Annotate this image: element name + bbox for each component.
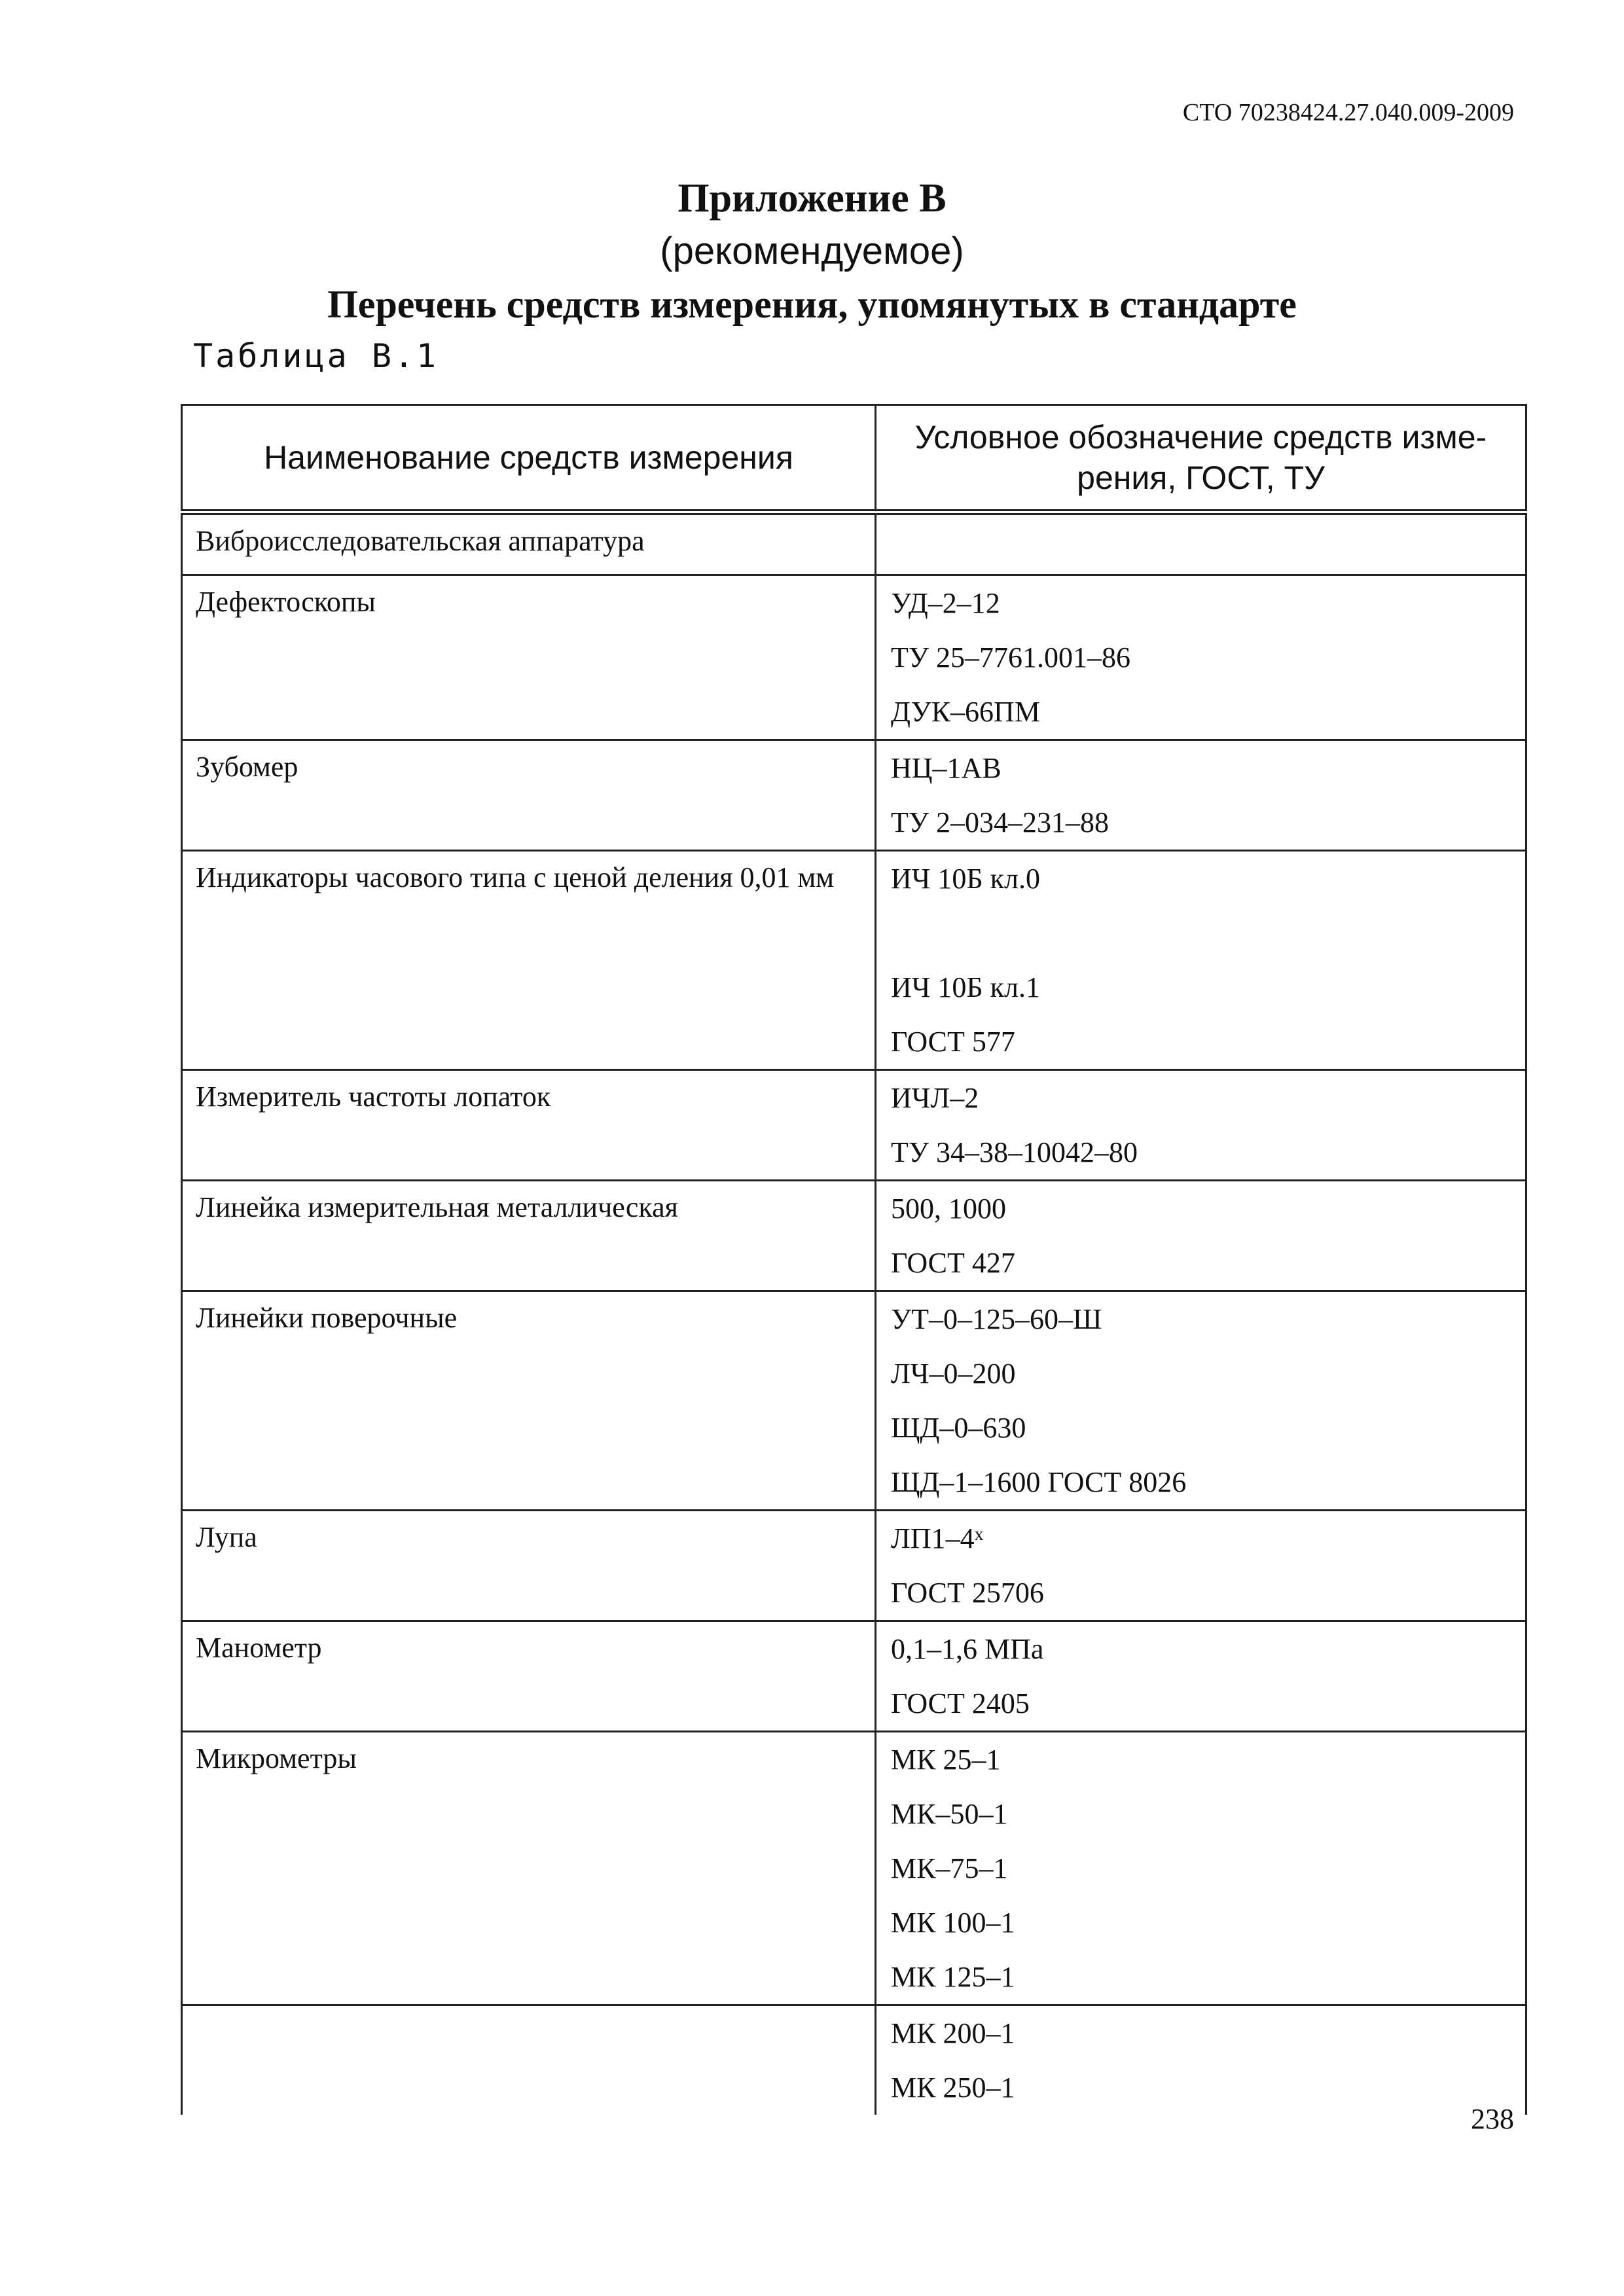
instrument-name: Лупа — [196, 1521, 257, 1553]
designation-line — [876, 1622, 1525, 1676]
instrument-designation-cell — [876, 1732, 1526, 2005]
appendix-title-block — [0, 171, 1624, 331]
instrument-name-cell — [182, 1511, 876, 1621]
designation-text: МК 125–1 — [891, 1961, 1015, 1993]
designation-line — [876, 1181, 1525, 1236]
instrument-name: Манометр — [196, 1632, 322, 1664]
instrument-name: Дефектоскопы — [196, 586, 376, 618]
designation-superscript: х — [974, 1524, 984, 1545]
instrument-name-cell — [182, 1181, 876, 1291]
designation-line — [876, 1895, 1525, 1950]
instrument-name-cell — [182, 2005, 876, 2115]
designation-line — [876, 906, 1525, 960]
designation-text: УД–2–12 — [891, 587, 1000, 619]
designation-text: ЛЧ–0–200 — [891, 1357, 1016, 1390]
instruments-table — [181, 404, 1525, 2104]
instrument-designation-cell — [876, 512, 1526, 575]
column-header-designation-line2: рения, ГОСТ, ТУ — [1077, 459, 1325, 496]
table-row — [182, 1621, 1526, 1732]
designation-line — [876, 1676, 1525, 1731]
instrument-name-cell — [182, 1621, 876, 1732]
designation-text: УТ–0–125–60–Ш — [891, 1303, 1102, 1335]
instrument-name-cell — [182, 1732, 876, 2005]
instrument-designation-cell — [876, 1070, 1526, 1181]
designation-text: МК 250–1 — [891, 2072, 1015, 2104]
page-number: 238 — [1471, 2103, 1514, 2135]
instrument-designation-cell — [876, 1621, 1526, 1732]
designation-line — [876, 1292, 1525, 1346]
designation-line — [876, 2060, 1525, 2115]
designation-line — [876, 1455, 1525, 1509]
designation-text: ТУ 25–7761.001–86 — [891, 641, 1131, 673]
designation-line — [876, 1014, 1525, 1069]
instrument-name-cell — [182, 740, 876, 851]
designation-line — [876, 630, 1525, 685]
designation-line — [876, 576, 1525, 630]
designation-text: 500, 1000 — [891, 1193, 1006, 1225]
designation-text: ДУК–66ПМ — [891, 696, 1040, 728]
designation-line — [876, 2006, 1525, 2060]
table-row — [182, 851, 1526, 1070]
column-header-designation — [876, 405, 1526, 512]
designation-line — [876, 1841, 1525, 1895]
instrument-designation-cell — [876, 1511, 1526, 1621]
instrument-designation-cell — [876, 851, 1526, 1070]
table-header-row — [182, 405, 1526, 512]
instrument-designation-cell — [876, 575, 1526, 740]
designation-text: МК–75–1 — [891, 1852, 1008, 1884]
instrument-name: Виброисследовательская аппаратура — [196, 525, 645, 557]
designation-text: ЛП1–4 — [891, 1522, 975, 1554]
designation-text: ГОСТ 25706 — [891, 1577, 1044, 1609]
table-row — [182, 512, 1526, 575]
instrument-designation-cell — [876, 740, 1526, 851]
designation-line — [876, 1787, 1525, 1841]
designation-line — [876, 960, 1525, 1014]
designation-text: ТУ 34–38–10042–80 — [891, 1136, 1138, 1168]
designation-line — [876, 1236, 1525, 1290]
appendix-heading: Перечень средств измерения, упомянутых в стандарте — [327, 283, 1297, 326]
designation-line — [876, 685, 1525, 739]
instrument-name: Зубомер — [196, 751, 298, 783]
instrument-name: Микрометры — [196, 1742, 357, 1774]
table-row — [182, 2005, 1526, 2115]
designation-text: МК 100–1 — [891, 1907, 1015, 1939]
designation-text: ГОСТ 2405 — [891, 1687, 1030, 1719]
instrument-name-cell — [182, 575, 876, 740]
instrument-name-cell — [182, 512, 876, 575]
appendix-status: (рекомендуемое) — [660, 230, 964, 272]
instrument-name: Линейки поверочные — [196, 1302, 458, 1334]
table-row — [182, 575, 1526, 740]
designation-line — [876, 1511, 1525, 1566]
designation-line — [876, 741, 1525, 795]
designation-text: МК 25–1 — [891, 1744, 1001, 1776]
designation-text: НЦ–1АВ — [891, 752, 1001, 784]
designation-text: ИЧ 10Б кл.1 — [891, 971, 1040, 1003]
appendix-title: Приложение В — [677, 176, 947, 221]
designation-line — [876, 1566, 1525, 1620]
designation-line — [876, 1125, 1525, 1179]
designation-line — [876, 1071, 1525, 1125]
designation-line — [876, 1401, 1525, 1455]
instrument-name: Измеритель частоты лопаток — [196, 1081, 551, 1113]
designation-text: ГОСТ 427 — [891, 1247, 1015, 1279]
instrument-name-cell — [182, 1070, 876, 1181]
column-header-designation-line1: Условное обозначение средств изме- — [914, 419, 1487, 456]
designation-line — [876, 1732, 1525, 1787]
designation-text: ЩД–1–1600 ГОСТ 8026 — [891, 1466, 1187, 1498]
designation-line — [876, 852, 1525, 906]
document-code: СТО 70238424.27.040.009-2009 — [1182, 99, 1514, 126]
table-row — [182, 740, 1526, 851]
table-row — [182, 1511, 1526, 1621]
instrument-designation-cell — [876, 2005, 1526, 2115]
table-caption: Таблица В.1 — [193, 337, 439, 375]
table-row — [182, 1070, 1526, 1181]
designation-line — [876, 1346, 1525, 1401]
instrument-name: Индикаторы часового типа с ценой деления 0,01 мм — [196, 861, 835, 893]
designation-text: ИЧ 10Б кл.0 — [891, 863, 1040, 895]
designation-text: ИЧЛ–2 — [891, 1082, 979, 1114]
designation-text: 0,1–1,6 МПа — [891, 1633, 1044, 1665]
instrument-name: Линейка измерительная металлическая — [196, 1191, 678, 1223]
column-header-name: Наименование средств измерения — [182, 405, 876, 512]
designation-text: ТУ 2–034–231–88 — [891, 806, 1110, 838]
instrument-name-cell — [182, 851, 876, 1070]
instrument-name — [183, 2006, 875, 2014]
designation-line — [876, 1950, 1525, 2004]
designation-text: МК 200–1 — [891, 2017, 1015, 2049]
instrument-designation-cell — [876, 1181, 1526, 1291]
instrument-designation-cell — [876, 1291, 1526, 1511]
table-row — [182, 1732, 1526, 2005]
instrument-name-cell — [182, 1291, 876, 1511]
designation-text: МК–50–1 — [891, 1798, 1008, 1830]
table-row — [182, 1291, 1526, 1511]
designation-text: ГОСТ 577 — [891, 1026, 1015, 1058]
designation-line — [876, 795, 1525, 850]
designation-text: ЩД–0–630 — [891, 1412, 1026, 1444]
table-row — [182, 1181, 1526, 1291]
